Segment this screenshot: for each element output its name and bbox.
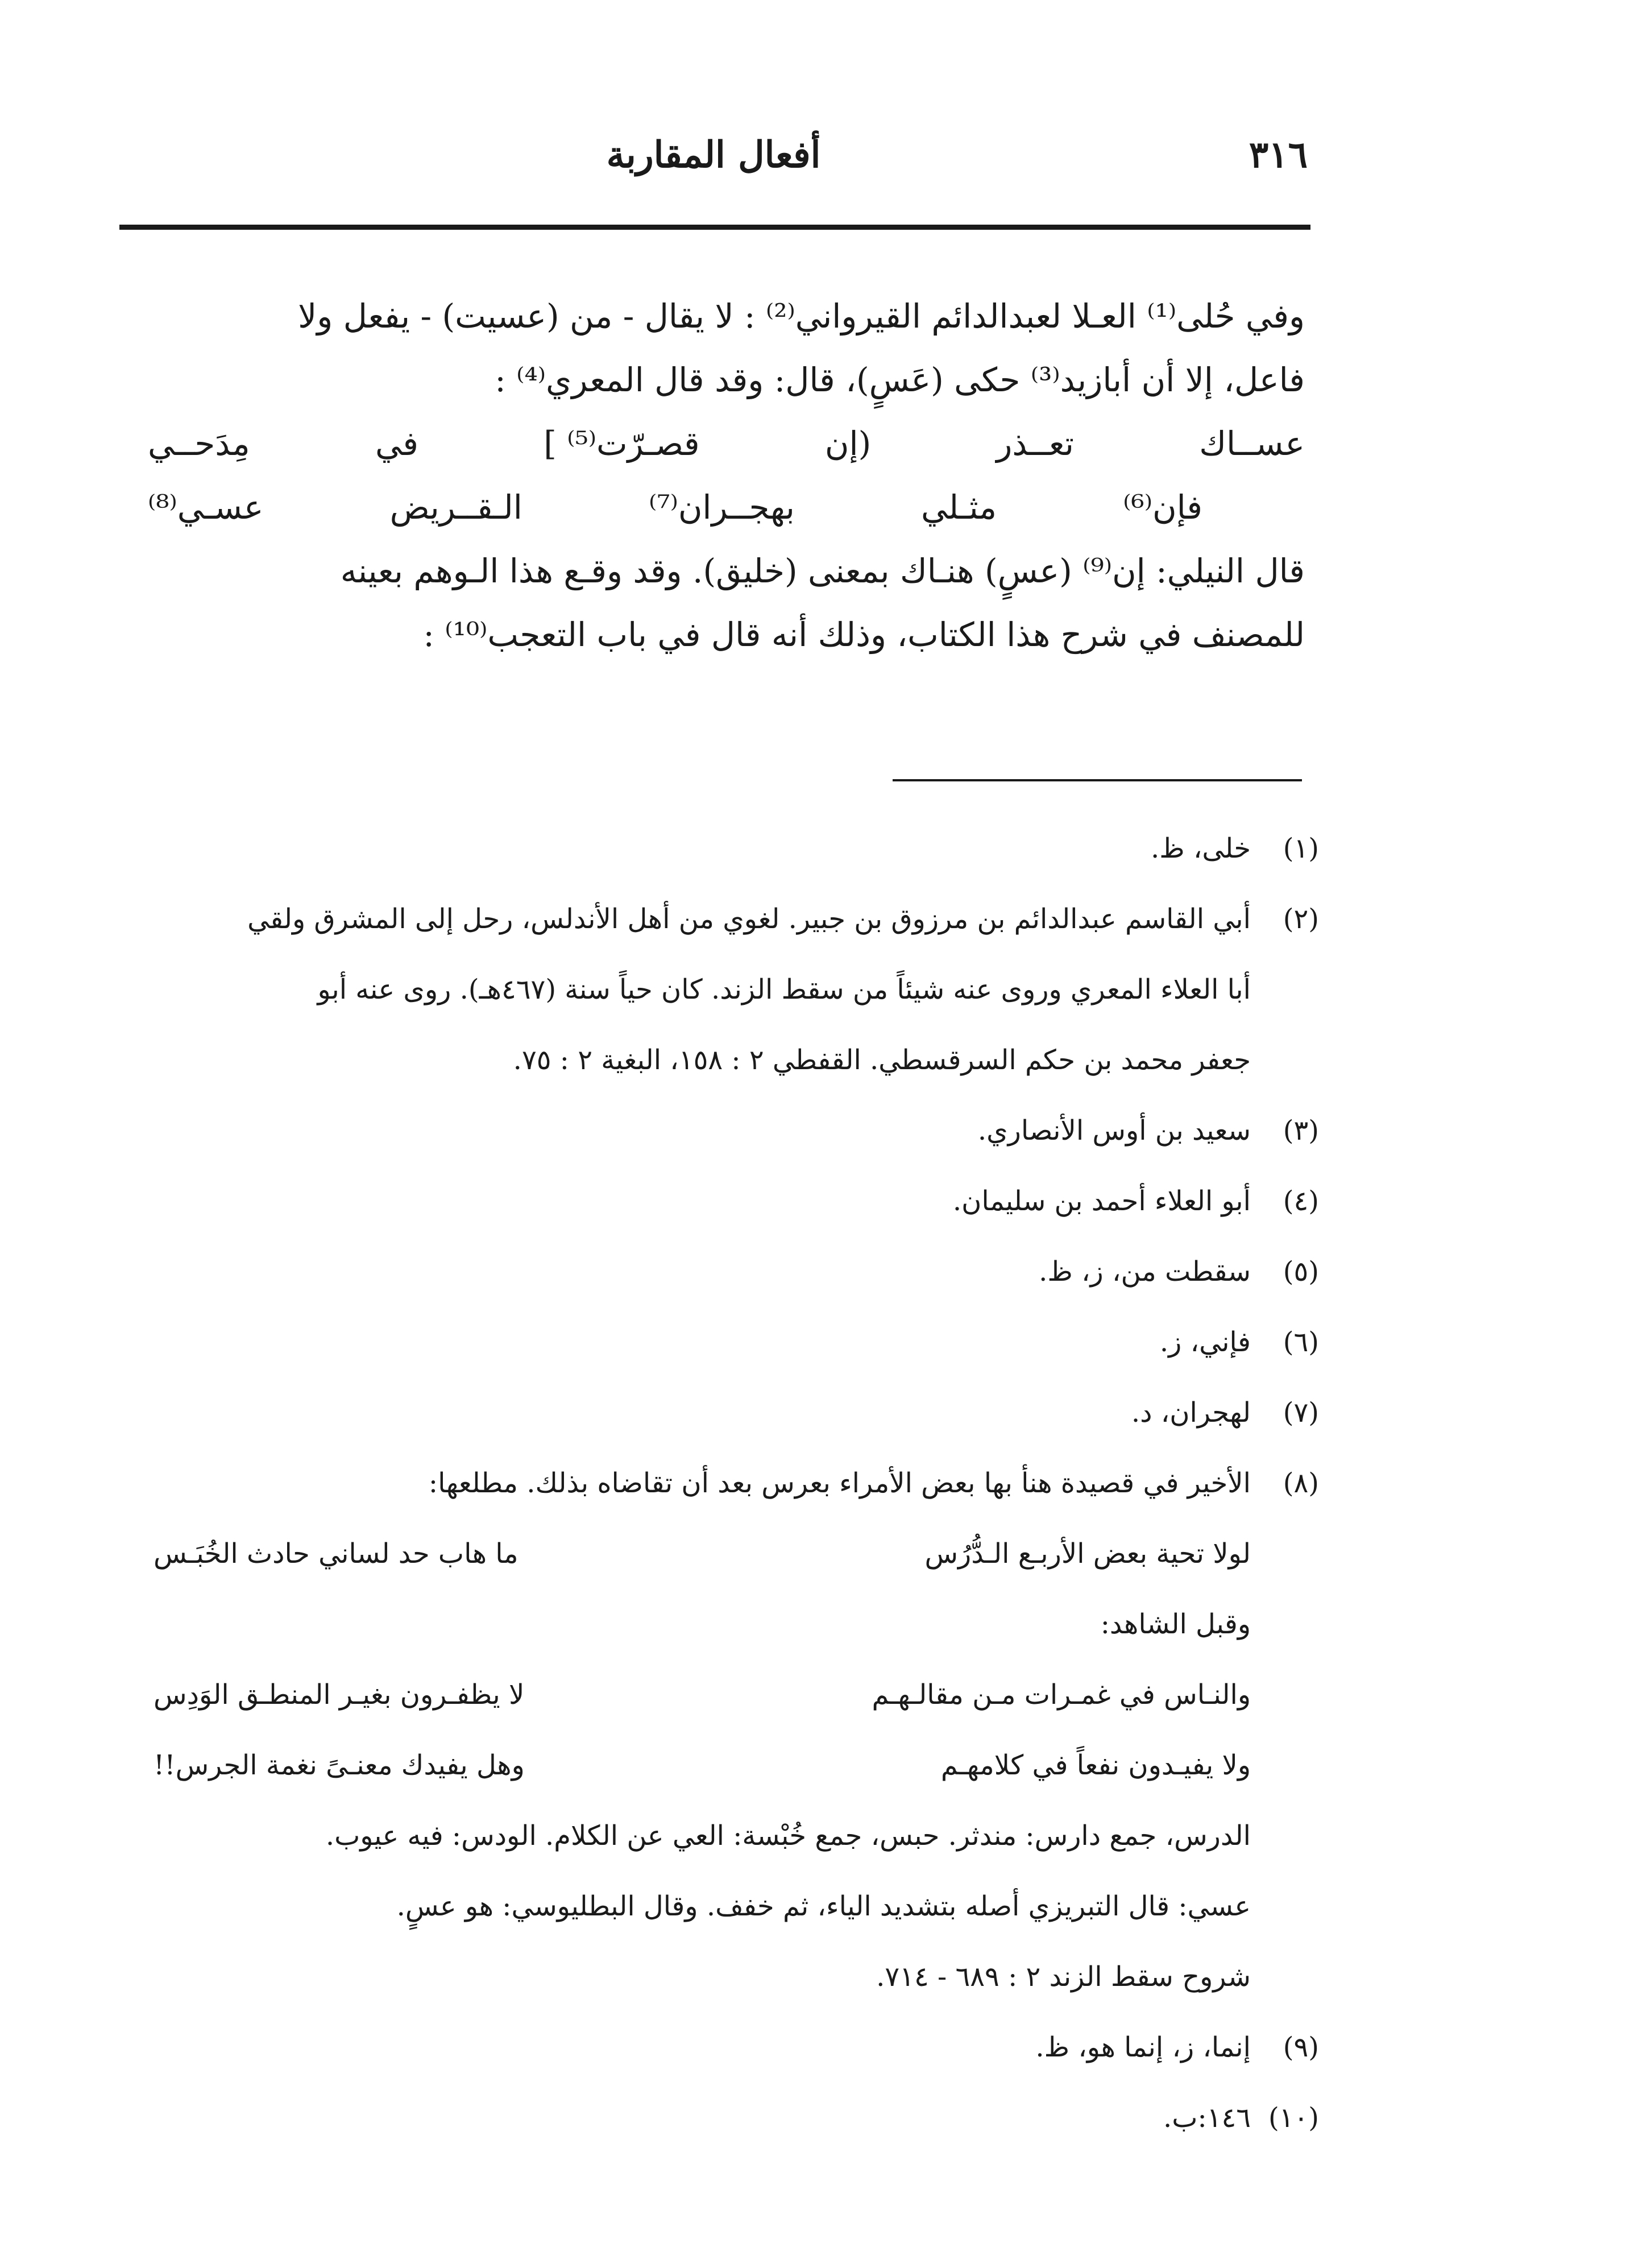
verse-word: عسـي⁽⁸⁾ [148, 488, 264, 527]
paragraph-line: للمصنف في شرح هذا الكتاب، وذلك أنه قال في باب التعجب⁽¹⁰⁾ : [423, 615, 1305, 654]
paragraph-line: وفي حُلى⁽¹⁾ العـلا لعبدالدائم القيرواني⁽²⁾ : لا يقال - من (عسيت) - يفعل ولا [298, 297, 1305, 336]
footnote-number: (٩) [1283, 2031, 1319, 2063]
verse-word: (إن [824, 424, 872, 463]
hemistich: لولا تحية بعض الأربـع الـدُّرُس [924, 1538, 1251, 1570]
footnote-text: وقبل الشاهد: [1100, 1608, 1251, 1640]
verse-word: عســاك [1199, 424, 1305, 463]
footnote-text: عسي: قال التبريزي أصله بتشديد الياء، ثم خفف. وقال البطليوسي: هو عسٍ. [396, 1890, 1251, 1922]
footnote-text: شروح سقط الزند ٢ : ٦٨٩ - ٧١٤. [876, 1961, 1251, 1993]
poem-couplet [154, 1730, 1319, 1801]
footnote-separator [893, 779, 1302, 781]
footnote [154, 1166, 1319, 1236]
footnotes [154, 813, 1319, 2153]
hemistich: وهل يفيدك معنـىً نغمة الجرس!! [154, 1749, 525, 1781]
footnote [154, 813, 1319, 884]
footnote-text: جعفر محمد بن حكم السرقسطي. القفطي ٢ : ١٥٨، البغية ٢ : ٧٥. [513, 1044, 1251, 1076]
footnote [154, 884, 1319, 1095]
paragraph-line: قال النيلي: إن⁽⁹⁾ (عسٍ) هنـاك بمعنى (خليق). وقد وقـع هذا الـوهم بعينه [340, 552, 1305, 590]
verse-word: قصـرّت⁽⁵⁾ ] [544, 424, 700, 463]
verse-line-1 [148, 412, 1305, 475]
footnote-text: خلى، ظ. [1151, 833, 1251, 864]
footnote [154, 1448, 1319, 1518]
verse-word: فإن⁽⁶⁾ [1123, 488, 1202, 527]
footnote-number: (٧) [1283, 1397, 1319, 1429]
main-text [148, 284, 1305, 667]
footnote-number: (٨) [1283, 1467, 1319, 1499]
footnote [154, 1236, 1319, 1307]
footnote [154, 1377, 1319, 1448]
footnote-text: أبي القاسم عبدالدائم بن مرزوق بن جبير. لغوي من أهل الأندلس، رحل إلى المشرق ولقي [247, 903, 1251, 935]
footnote-text: الدرس، جمع دارس: مندثر. حبس، جمع خُبْسة: العي عن الكلام. الودس: فيه عيوب. [325, 1820, 1251, 1852]
footnote [154, 2012, 1319, 2083]
paragraph-line: فاعل، إلا أن أبازيد⁽³⁾ حكى (عَسٍ)، قال: وقد قال المعري⁽⁴⁾ : [495, 361, 1305, 399]
hemistich: لا يظفـرون بغيـر المنطـق الوَدِس [154, 1679, 525, 1711]
footnote-number: (١٠) [1268, 2102, 1319, 2134]
page-number: ٣١٦ [1249, 134, 1308, 176]
header-rule [119, 225, 1310, 230]
verse-word: مِدَحــي [148, 424, 250, 463]
hemistich: والنـاس في غمـرات مـن مقالـهـم [872, 1679, 1251, 1711]
footnote-text: سعيد بن أوس الأنصاري. [977, 1115, 1251, 1147]
footnote-text: لهجران، د. [1131, 1397, 1251, 1429]
page-header [119, 134, 1308, 196]
verse-word: بهجــران⁽⁷⁾ [649, 488, 795, 527]
poem-couplet [154, 1518, 1319, 1589]
footnote-number: (٦) [1283, 1326, 1319, 1358]
footnote-number: (٣) [1283, 1115, 1319, 1147]
verse-word: في [375, 424, 419, 463]
footnote-text: ١٤٦:ب. [1163, 2102, 1251, 2134]
verse-word: الـقــريض [389, 488, 522, 527]
footnote-number: (٥) [1283, 1256, 1319, 1288]
footnote-text: أبو العلاء أحمد بن سليمان. [952, 1185, 1251, 1217]
verse-line-2 [148, 475, 1305, 539]
footnote-number: (٤) [1283, 1185, 1319, 1217]
footnote-text: سقطت من، ز، ظ. [1039, 1256, 1251, 1288]
footnote-text: الأخير في قصيدة هنأ بها بعض الأمراء بعرس بعد أن تقاضاه بذلك. مطلعها: [428, 1467, 1251, 1499]
poem-couplet [154, 1659, 1319, 1730]
hemistich: ولا يفيـدون نفعاً في كلامهـم [940, 1749, 1251, 1781]
footnote [154, 1095, 1319, 1166]
footnote-number: (١) [1283, 833, 1319, 864]
verse-word: مثـلي [920, 488, 997, 527]
footnote [154, 1307, 1319, 1377]
footnote-text: فإني، ز. [1159, 1326, 1251, 1358]
footnote-number: (٢) [1283, 903, 1319, 935]
running-title: أفعال المقاربة [606, 134, 821, 176]
verse-word: تعــذر [996, 424, 1074, 463]
footnote-text: أبا العلاء المعري وروى عنه شيئاً من سقط الزند. كان حياً سنة (٤٦٧هـ). روى عنه أبو [317, 974, 1251, 1005]
footnote [154, 2083, 1319, 2153]
hemistich: ما هاب حد لساني حادث الخُبَـس [154, 1538, 519, 1570]
footnote-text: إنما، ز، إنما هو، ظ. [1035, 2031, 1251, 2063]
